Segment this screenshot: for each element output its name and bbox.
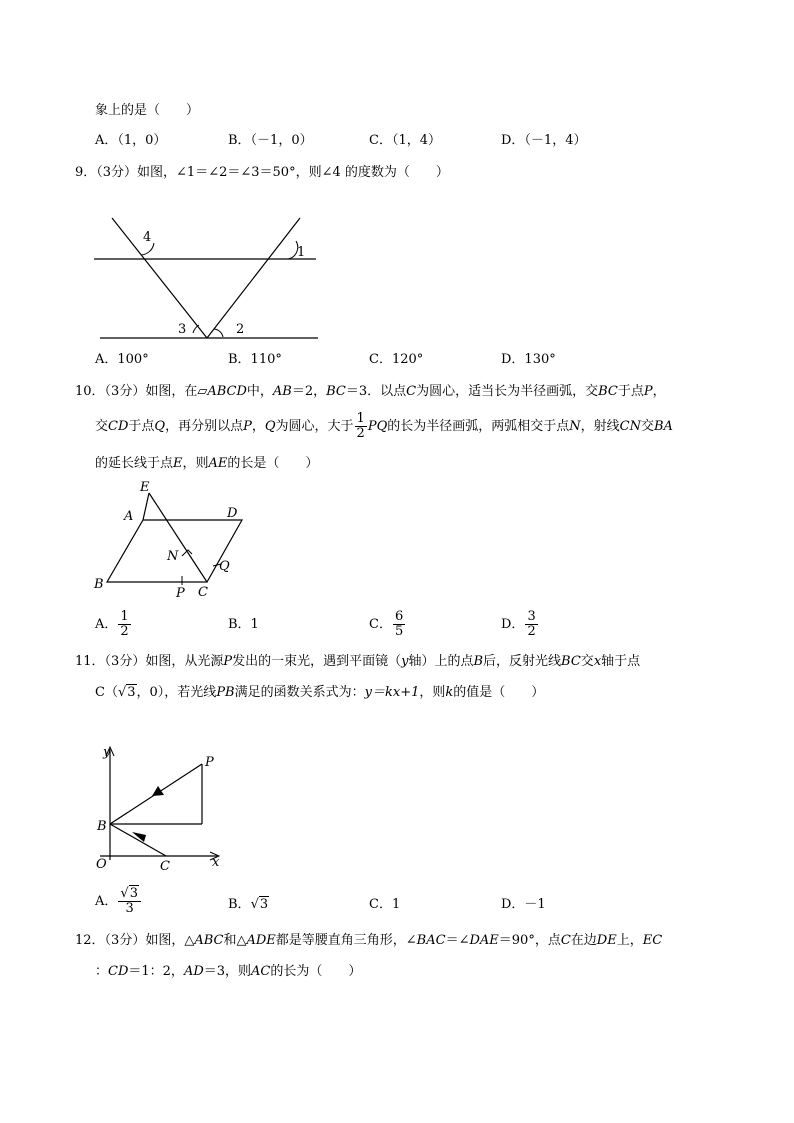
q10-option-a[interactable]: A． $\frac{1}{2}$ <box>95 609 129 639</box>
q9-label-3: 3 <box>178 322 187 337</box>
q9-label-4: 4 <box>143 230 152 245</box>
q8-stem-tail: 象上的是（ ） <box>95 103 200 118</box>
q10-label-D: D <box>227 506 238 521</box>
q11-option-d[interactable]: D．－1 <box>501 897 546 912</box>
q11-label-B: B <box>97 819 107 834</box>
q9-angle3-arc <box>193 325 199 333</box>
q9-option-b[interactable]: B．110° <box>228 352 282 367</box>
q9-right-ray <box>207 218 300 338</box>
q11-label-C: C <box>160 859 170 874</box>
q10-stem-line1: 10．（3分）如图，在▱ABCD中，AB＝2，BC＝3．以点C为圆心，适当长为半径画弧，交BC于点P， <box>75 384 666 399</box>
q11-option-a[interactable]: A． $\frac{√3}{3}$ <box>95 887 142 917</box>
q9-left-ray <box>112 218 207 338</box>
q11-arrow-pb-icon <box>152 786 164 796</box>
q11-option-c[interactable]: C．1 <box>369 897 401 912</box>
q9-stem: 9．（3分）如图，∠1＝∠2＝∠3＝50°，则∠4 的度数为（ ） <box>75 165 449 180</box>
q10-ray-cn <box>149 493 207 582</box>
q9-option-d[interactable]: D．130° <box>501 352 556 367</box>
q10-stem-line3: 的延长线于点E，则AE的长是（ ） <box>95 456 319 471</box>
q8-option-a[interactable]: A．（1，0） <box>95 133 167 148</box>
q10-label-B: B <box>94 577 104 592</box>
q10-label-E: E <box>140 480 150 495</box>
q8-option-d[interactable]: D．（－1，4） <box>501 133 587 148</box>
q9-label-2: 2 <box>236 322 245 337</box>
q11-figure <box>92 742 232 872</box>
q9-option-a[interactable]: A．100° <box>95 352 149 367</box>
q10-label-A: A <box>124 509 134 524</box>
q10-label-P: P <box>176 586 185 601</box>
q9-label-1: 1 <box>297 245 306 260</box>
q10-arc-n <box>182 550 192 556</box>
q9-option-c[interactable]: C．120° <box>369 352 424 367</box>
q10-label-Q: Q <box>219 559 230 574</box>
q11-stem-line1: 11．（3分）如图，从光源P发出的一束光，遇到平面镜（y轴）上的点B后，反射光线BC交x轴于点 <box>75 654 641 669</box>
q10-option-d[interactable]: D． $\frac{3}{2}$ <box>501 609 536 639</box>
q8-option-b[interactable]: B．（－1，0） <box>228 133 313 148</box>
q10-ba-extension <box>143 493 149 520</box>
q9-figure <box>92 215 332 345</box>
q11-label-O: O <box>96 857 107 872</box>
q10-option-b[interactable]: B．1 <box>228 617 259 632</box>
q8-option-c[interactable]: C．（1，4） <box>369 133 441 148</box>
q11-stem-line2: C（√3，0），若光线PB满足的函数关系式为：y＝kx+1，则k的值是（ ） <box>95 685 545 700</box>
q10-option-c[interactable]: C． $\frac{6}{5}$ <box>369 609 404 639</box>
q11-label-x: x <box>212 855 220 870</box>
q10-figure <box>90 478 250 601</box>
q11-label-P: P <box>205 755 214 770</box>
q9-angle2-arc <box>214 329 223 337</box>
q10-label-C: C <box>198 585 208 600</box>
q12-stem-line1: 12．（3分）如图，△ABC和△ADE都是等腰直角三角形，∠BAC＝∠DAE＝90°，点C在边DE上，EC <box>75 933 663 948</box>
q10-fraction-half: $\frac{1}{2}$ <box>356 411 365 441</box>
q10-label-N: N <box>167 549 179 564</box>
q11-option-b[interactable]: B．√3 <box>228 897 269 912</box>
q12-stem-line2: ：CD＝1：2，AD＝3，则AC的长为（ ） <box>95 964 362 979</box>
q11-ray-bc <box>110 824 166 856</box>
q11-label-y: y <box>103 745 111 760</box>
q10-stem-line2: 交CD于点Q，再分别以点P，Q为圆心，大于 $\frac{1}{2}$ PQ的长为半径画弧，两弧相交于点N，射线CN交BA <box>95 411 673 441</box>
